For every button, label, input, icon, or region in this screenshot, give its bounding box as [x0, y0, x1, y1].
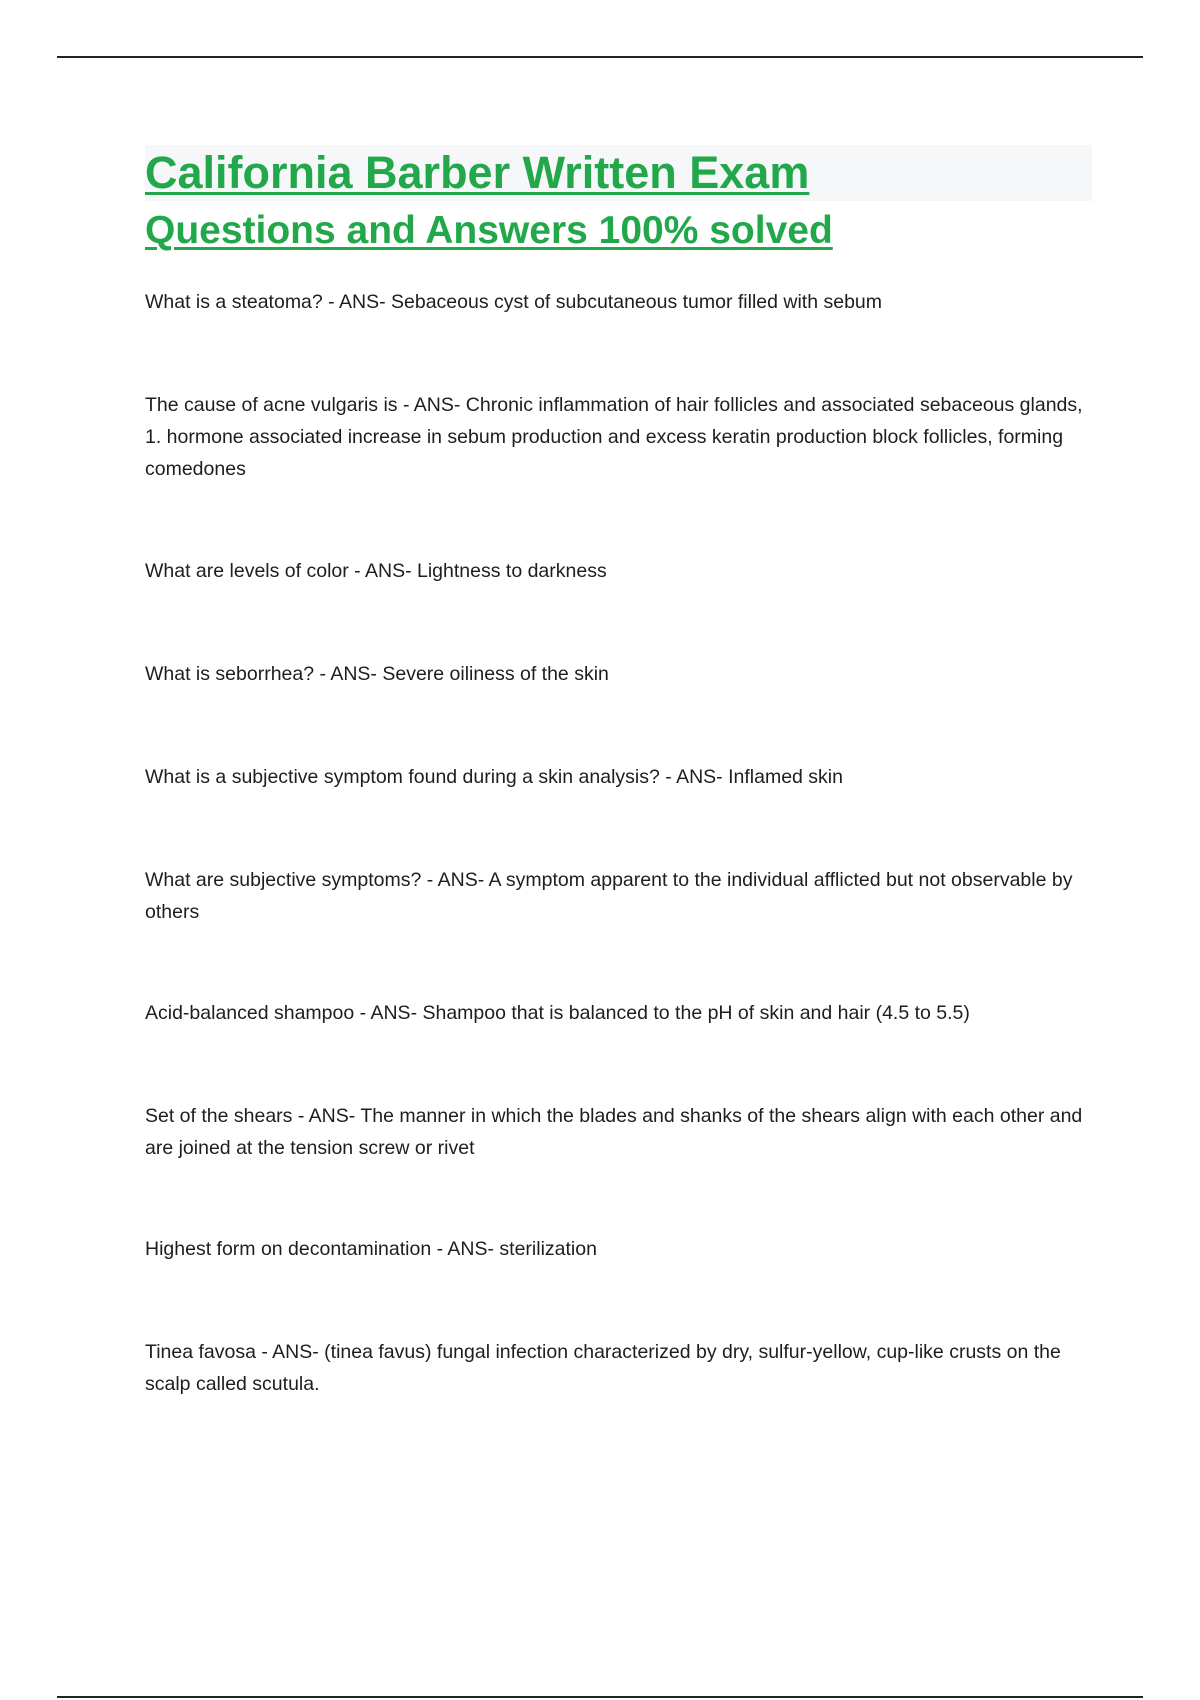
qa-item-tinea-favosa: Tinea favosa - ANS- (tinea favus) fungal infection characterized by dry, sulfur-yellow, cup-like crusts on the scalp called scutula.: [145, 1341, 1061, 1395]
qa-item-acid-balanced-shampoo: Acid-balanced shampoo - ANS- Shampoo that is balanced to the pH of skin and hair (4.5 to 5.5): [145, 1002, 970, 1024]
qa-item-seborrhea: What is seborrhea? - ANS- Severe oiliness of the skin: [145, 663, 609, 685]
document-title: [145, 145, 1092, 259]
qa-item-set-of-shears: Set of the shears - ANS- The manner in which the blades and shanks of the shears align with each other and are joined at the tension screw or rivet: [145, 1105, 1083, 1159]
qa-item-steatoma: What is a steatoma? - ANS- Sebaceous cyst of subcutaneous tumor filled with sebum: [145, 291, 883, 313]
qa-item-subjective-symptoms: What are subjective symptoms? - ANS- A symptom apparent to the individual afflicted but not observable by others: [145, 869, 1073, 923]
top-divider: [57, 56, 1143, 58]
qa-item-subjective-symptom-skin: What is a subjective symptom found during a skin analysis? - ANS- Inflamed skin: [145, 766, 843, 788]
qa-item-levels-of-color: What are levels of color - ANS- Lightness to darkness: [145, 560, 607, 582]
qa-item-decontamination: Highest form on decontamination - ANS- sterilization: [145, 1238, 597, 1260]
qa-item-acne-vulgaris: The cause of acne vulgaris is - ANS- Chronic inflammation of hair follicles and associated sebaceous glands, 1. hormone associated increase in sebum production and excess keratin production block follicles, forming comedones: [145, 394, 1083, 480]
title-line-1: California Barber Written Exam: [145, 145, 1092, 201]
bottom-divider: [57, 1696, 1143, 1698]
title-line-2: Questions and Answers 100% solved: [145, 209, 833, 252]
